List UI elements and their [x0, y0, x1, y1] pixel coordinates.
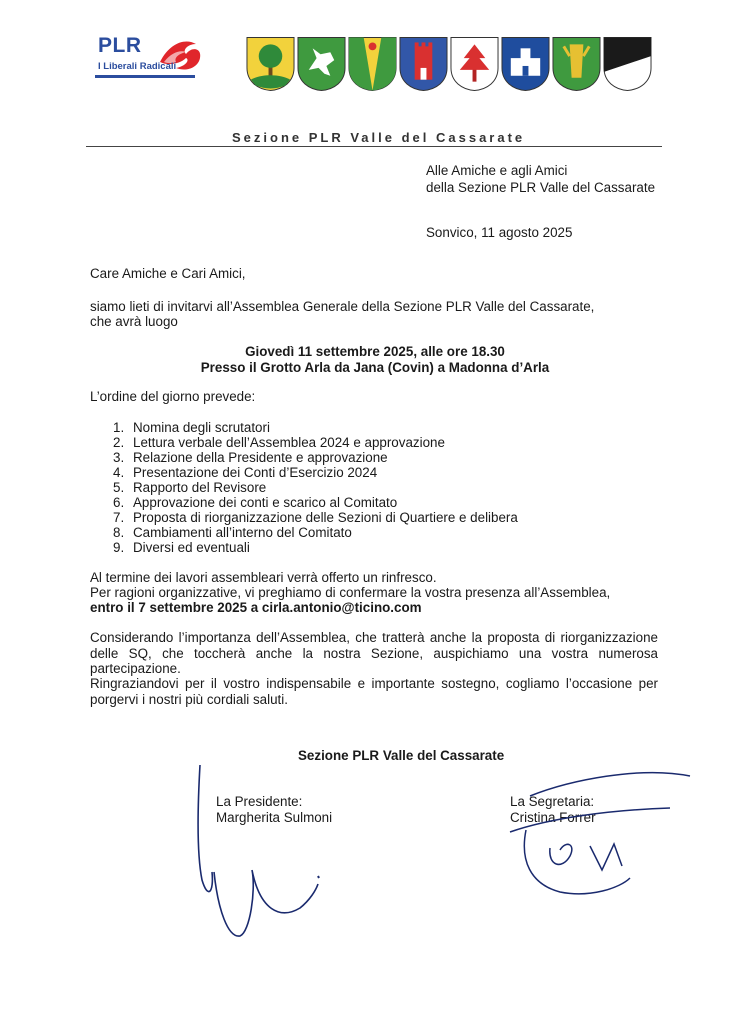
list-item — [113, 480, 518, 495]
date-line: Sonvico, 11 agosto 2025 — [426, 225, 573, 240]
agenda-text: Rapporto del Revisore — [133, 480, 267, 495]
agenda-text: Diversi ed eventuali — [133, 540, 250, 555]
event-location: Presso il Grotto Arla da Jana (Covin) a Madonna d’Arla — [200, 360, 550, 375]
agenda-number: 7. — [113, 510, 125, 525]
president-name: Margherita Sulmoni — [216, 810, 333, 825]
intro-line-2: che avrà luogo — [90, 314, 178, 329]
agenda-number: 3. — [113, 450, 125, 465]
intro-line-1: siamo lieti di invitarvi all’Assemblea Generale della Sezione PLR Valle del Cassarate, — [90, 299, 595, 314]
agenda-text: Presentazione dei Conti d’Esercizio 2024 — [133, 465, 378, 480]
agenda-text: Cambiamenti all’interno del Comitato — [133, 525, 352, 540]
agenda-number: 5. — [113, 480, 125, 495]
secretary-role: La Segretaria: — [510, 794, 595, 809]
thanks-paragraph: Ringraziandovi per il vostro indispensabile e importante sostegno, cogliamo l’occasione per porgervi i nostri più cordiali saluti. — [90, 676, 658, 707]
ibex-crest-icon — [297, 36, 346, 92]
event-date: Giovedì 11 settembre 2025, alle ore 18.30 — [245, 344, 505, 359]
list-item — [113, 525, 518, 540]
list-item — [113, 420, 518, 435]
agenda-number: 6. — [113, 495, 125, 510]
secretary-name: Cristina Forrer — [510, 810, 596, 825]
agenda-text: Approvazione dei conti e scarico al Comitato — [133, 495, 398, 510]
castle-crest-icon — [501, 36, 550, 92]
list-item — [113, 495, 518, 510]
tower-crest-icon — [399, 36, 448, 92]
logo-underline — [95, 75, 195, 78]
agenda-number: 8. — [113, 525, 125, 540]
agenda-number: 4. — [113, 465, 125, 480]
stripes-crest-icon — [348, 36, 397, 92]
recipient-line-1: Alle Amiche e agli Amici — [426, 163, 568, 178]
agenda-intro: L’ordine del giorno prevede: — [90, 389, 256, 404]
list-item — [113, 465, 518, 480]
importance-paragraph: Considerando l’importanza dell’Assemblea, che tratterà anche la proposta di riorganizzazione delle SQ, che toccherà anche la nostra Sezione, auspichiamo una vostra numerosa partecipazione. — [90, 630, 658, 676]
agenda-number: 9. — [113, 540, 125, 555]
tree-red-crest-icon — [450, 36, 499, 92]
list-item — [113, 540, 518, 555]
president-role: La Presidente: — [216, 794, 303, 809]
logo-tagline: I Liberali Radicali — [98, 61, 177, 72]
rsvp-deadline: entro il 7 settembre 2025 a cirla.antonio@ticino.com — [90, 600, 422, 615]
section-header: Sezione PLR Valle del Cassarate — [232, 130, 526, 145]
agenda-number: 2. — [113, 435, 125, 450]
secretary-signature — [490, 760, 700, 910]
signature-title: Sezione PLR Valle del Cassarate — [298, 748, 505, 763]
closing-line-2: Per ragioni organizzative, vi preghiamo di confermare la vostra presenza all’Assemblea, — [90, 585, 611, 600]
salutation: Care Amiche e Cari Amici, — [90, 266, 246, 281]
agenda-list — [113, 420, 518, 555]
black-white-crest-icon — [603, 36, 652, 92]
list-item — [113, 435, 518, 450]
agenda-number: 1. — [113, 420, 125, 435]
recipient-line-2: della Sezione PLR Valle del Cassarate — [426, 180, 656, 195]
tree-crest-icon — [246, 36, 295, 92]
header-divider — [86, 146, 662, 147]
president-signature — [190, 760, 350, 950]
agenda-text: Nomina degli scrutatori — [133, 420, 270, 435]
list-item — [113, 450, 518, 465]
wheat-crest-icon — [552, 36, 601, 92]
agenda-text: Lettura verbale dell’Assemblea 2024 e approvazione — [133, 435, 445, 450]
closing-line-1: Al termine dei lavori assembleari verrà offerto un rinfresco. — [90, 570, 437, 585]
logo-name: PLR — [98, 34, 142, 57]
municipal-crests — [246, 36, 656, 94]
agenda-text: Relazione della Presidente e approvazione — [133, 450, 388, 465]
agenda-text: Proposta di riorganizzazione delle Sezioni di Quartiere e delibera — [133, 510, 518, 525]
list-item — [113, 510, 518, 525]
